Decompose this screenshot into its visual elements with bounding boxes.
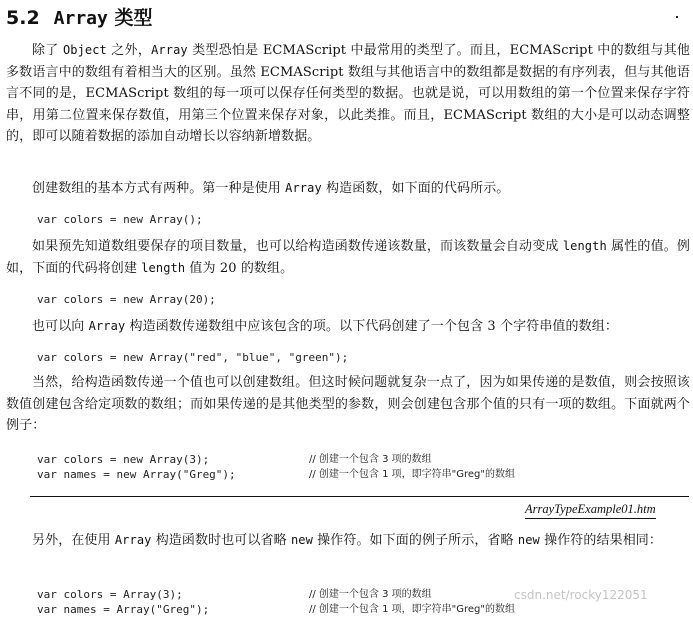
inline-code-object: Object xyxy=(62,43,107,57)
inline-code-length: length xyxy=(141,260,186,275)
section-number: 5.2 xyxy=(6,7,40,29)
section-title-suffix: 类型 xyxy=(114,7,153,29)
section-heading xyxy=(6,4,153,32)
code-comment-1-item-greg: // 创建一个包含 1 项，即字符串"Greg"的数组 xyxy=(309,604,515,615)
scan-speck xyxy=(676,16,678,18)
paragraph-single-value: 当然，给构造函数传递一个值也可以创建数组。但这时候问题就复杂一点了，因为如果传递的是数值，则会按照该数值创建包含给定项数的数组；而如果传递的是其他类型的参数，则会创建包含那个值的只有一项的数组。下面就两个例子： xyxy=(6,375,690,434)
paragraph-items: 也可以向 Array 构造函数传递数组中应该包含的项。以下代码创建了一个包含 3 个字符串值的数组： xyxy=(32,319,618,334)
inline-code-array: Array xyxy=(151,43,188,57)
code-line-names-greg: var names = new Array("Greg"); xyxy=(37,468,236,481)
code-comment-3-items: // 创建一个包含 3 项的数组 xyxy=(309,589,432,600)
example-divider xyxy=(30,496,689,497)
paragraph-length: 如果预先知道数组要保存的项目数量，也可以给构造函数传递该数量，而该数量会自动变成 length 属性的值。例如，下面的代码将创建 length 值为 20 的数组。 xyxy=(6,239,690,276)
code-comment-3-items: // 创建一个包含 3 项的数组 xyxy=(309,454,432,465)
code-line-array-20: var colors = new Array(20); xyxy=(37,293,216,306)
inline-code-array: Array xyxy=(114,533,152,547)
code-line-names-greg-no-new: var names = Array("Greg"); xyxy=(37,603,210,616)
inline-code-new: new xyxy=(517,533,540,547)
inline-code-length: length xyxy=(562,239,607,253)
code-line-array-strings: var colors = new Array("red", "blue", "green"); xyxy=(37,351,349,364)
inline-code-array: Array xyxy=(88,319,126,333)
inline-code-array: Array xyxy=(285,181,322,195)
example-file-name: ArrayTypeExample01.htm xyxy=(525,502,656,519)
code-line-colors-3-no-new: var colors = Array(3); xyxy=(37,588,183,601)
watermark: csdn.net/rocky122051 xyxy=(514,588,648,602)
paragraph-create-ways: 创建数组的基本方式有两种。第一种是使用 Array 构造函数，如下面的代码所示。 xyxy=(32,181,510,196)
inline-code-new: new xyxy=(290,533,313,547)
paragraph-omit-new: 另外，在使用 Array 构造函数时也可以省略 new 操作符。如下面的例子所示，省略 new 操作符的结果相同： xyxy=(32,533,663,548)
paragraph-intro: 除了 Object 之外，Array 类型恐怕是 ECMAScript 中最常用的类型了。而且，ECMAScript 中的数组与其他多数语言中的数组有着相当大的区别。虽然 ECMAScript 数组与其他语言中的数组都是数据的有序列表，但与其他语言不同的是，ECMAScript 数组的每一项可以保存任何类型的数据。也就是说，可以用数组的第一个位置来保存字符串，用第二位置来保存数值，用第三个位置来保存对象，以此类推。而且，ECMAScript 数组的大小是可以动态调整的，即可以随着数据的添加自动增长以容纳新增数据。 xyxy=(6,43,690,145)
code-line-colors-3: var colors = new Array(3); xyxy=(37,453,210,466)
code-line-empty-array: var colors = new Array(); xyxy=(37,213,203,226)
code-comment-1-item-greg: // 创建一个包含 1 项，即字符串"Greg"的数组 xyxy=(309,469,515,480)
section-keyword: Array xyxy=(53,8,108,29)
